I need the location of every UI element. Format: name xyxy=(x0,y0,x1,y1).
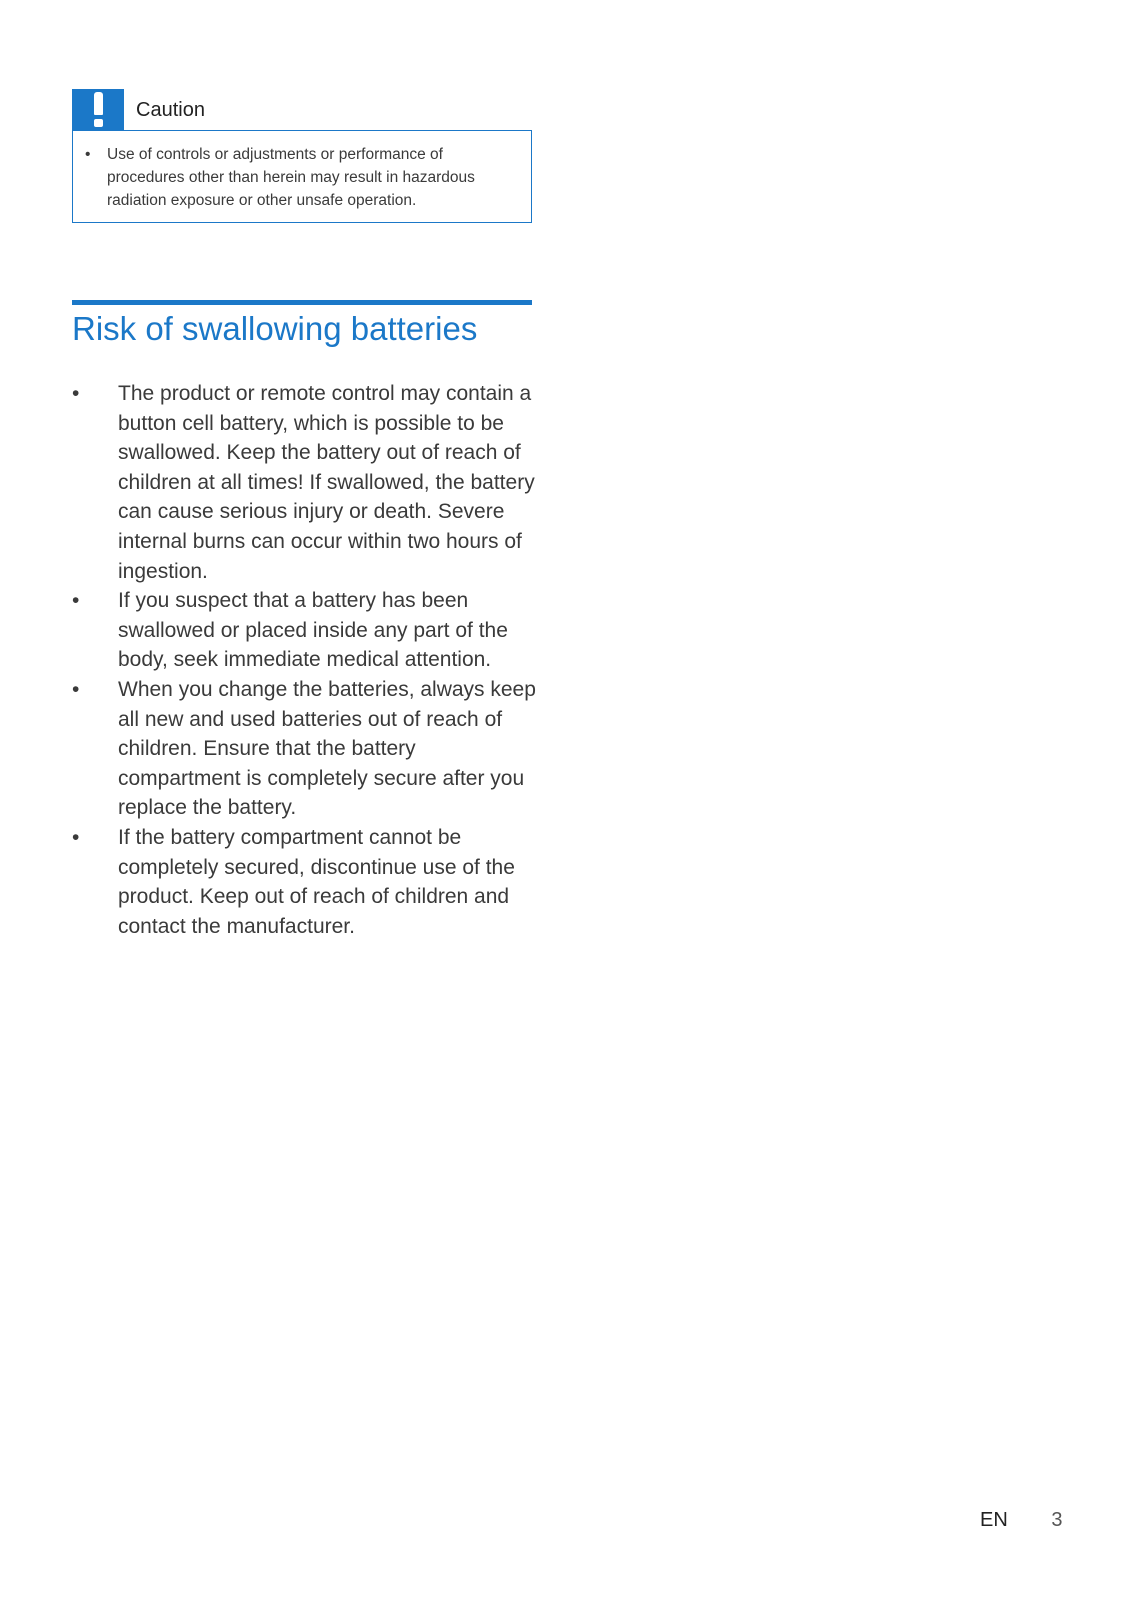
caution-item xyxy=(85,143,511,212)
list-item-text: If you suspect that a battery has been swallowed or placed inside any part of the body, seek immediate medical attention. xyxy=(118,589,508,672)
page-number: 3 xyxy=(1051,1509,1063,1531)
bullet-icon: • xyxy=(72,589,80,613)
list-item-text: The product or remote control may contain a button cell battery, which is possible to be swallowed. Keep the battery out of reach of children at all times! If swallowed, the battery can cause serious injury or death. Severe internal burns can occur within two hours of ingestion. xyxy=(118,382,535,583)
bullet-icon: • xyxy=(85,146,91,163)
caution-body xyxy=(72,130,532,223)
bullet-list xyxy=(72,379,542,941)
language-code: EN xyxy=(980,1509,1008,1531)
list-item xyxy=(72,379,542,586)
caution-title: Caution xyxy=(136,99,205,121)
bullet-icon: • xyxy=(72,382,80,405)
list-item xyxy=(72,675,542,823)
caution-list xyxy=(85,143,511,212)
caution-header xyxy=(72,89,532,130)
section-title: Risk of swallowing batteries xyxy=(72,310,478,347)
list-item xyxy=(72,586,542,675)
caution-box xyxy=(72,89,532,223)
list-item-text: If the battery compartment cannot be completely secured, discontinue use of the product. Keep out of reach of children and contact the manufacturer. xyxy=(118,825,515,938)
page-footer xyxy=(980,1509,1062,1532)
list-item xyxy=(72,823,542,941)
bullet-icon: • xyxy=(72,825,80,849)
exclamation-icon xyxy=(72,89,124,130)
list-item-text: When you change the batteries, always keep all new and used batteries out of reach of children. Ensure that the battery compartment is completely secure after you replace the battery. xyxy=(118,677,536,820)
bullet-icon: • xyxy=(72,677,80,701)
caution-item-text: Use of controls or adjustments or performance of procedures other than herein may result in hazardous radiation exposure or other unsafe operation. xyxy=(107,146,475,209)
section-rule xyxy=(72,300,532,305)
